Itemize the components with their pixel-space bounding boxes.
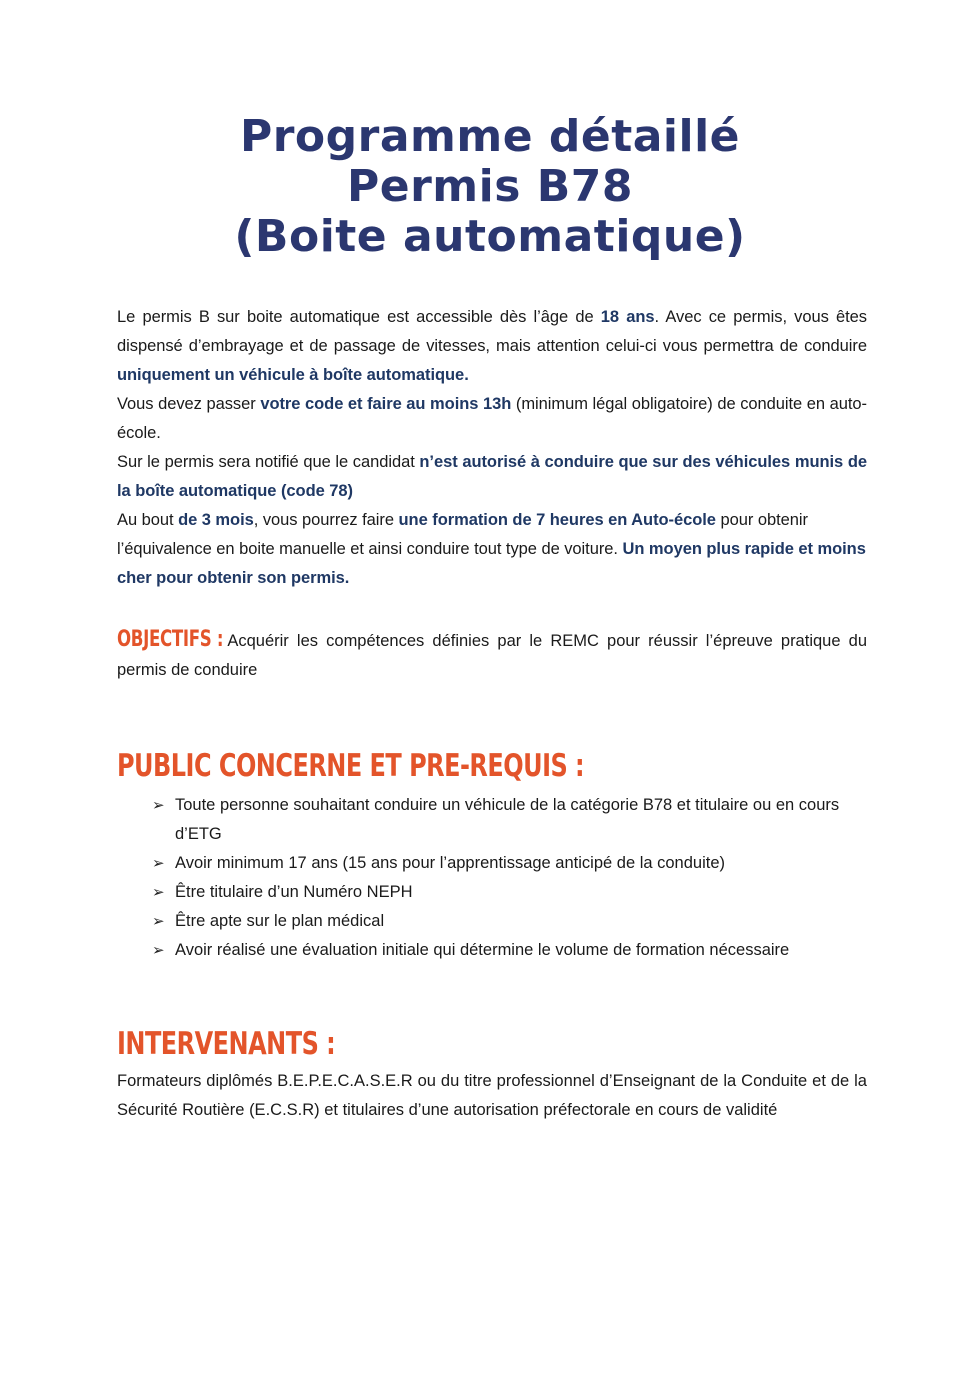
intro-p4-bold-2: une formation de 7 heures en Auto-école xyxy=(398,511,716,529)
intro-p1-bold-2: uniquement un véhicule à boîte automatique. xyxy=(117,366,469,384)
list-item-label: Avoir réalisé une évaluation initiale qui détermine le volume de formation nécessaire xyxy=(175,941,790,959)
public-concerne-heading: PUBLIC CONCERNE ET PRE-REQUIS : xyxy=(117,748,585,784)
bullet-arrow-icon: ➢ xyxy=(152,941,165,959)
list-item xyxy=(117,907,867,936)
intro-p2-text-2: (minimum légal obligatoire) de conduite en auto-école. xyxy=(117,395,867,442)
objectifs-section xyxy=(117,625,867,685)
list-item xyxy=(117,849,867,878)
intro-p1-text-2: . Avec ce permis, vous êtes dispensé d’embrayage et de passage de vitesses, mais attention celui-ci vous permettra de conduire xyxy=(117,308,867,355)
title-line-1: Programme détaillé xyxy=(239,111,741,162)
page-title xyxy=(0,112,980,262)
objectifs-heading: OBJECTIFS : xyxy=(117,627,224,652)
list-item xyxy=(117,791,867,849)
intro-p2-text-1: Vous devez passer xyxy=(117,395,261,413)
intro-p3-text-1: Sur le permis sera notifié que le candidat xyxy=(117,453,420,471)
list-item-label: Toute personne souhaitant conduire un véhicule de la catégorie B78 et titulaire ou en cours d’ETG xyxy=(175,796,840,843)
list-item-label: Être titulaire d’un Numéro NEPH xyxy=(175,883,413,901)
bullet-arrow-icon: ➢ xyxy=(152,912,165,930)
bullet-arrow-icon: ➢ xyxy=(152,854,165,872)
intro-p2-bold-1: votre code et faire au moins 13h xyxy=(260,395,512,413)
list-item-label: Avoir minimum 17 ans (15 ans pour l’apprentissage anticipé de la conduite) xyxy=(175,854,726,872)
intro-paragraph-3 xyxy=(117,448,867,506)
intro-p4-text-2: , vous pourrez faire xyxy=(253,511,399,529)
title-line-3: (Boite automatique) xyxy=(234,211,746,262)
intro-paragraph-2 xyxy=(117,390,867,448)
bullet-arrow-icon: ➢ xyxy=(152,883,165,901)
intro-paragraph-1 xyxy=(117,303,867,390)
document-body xyxy=(117,303,867,1142)
intro-p3-bold-1: n’est autorisé à conduire que sur des véhicules munis de la boîte automatique (code 78) xyxy=(117,453,867,500)
list-item-label: Être apte sur le plan médical xyxy=(175,912,385,930)
intro-p4-text-3: pour obtenir l’équivalence en boite manuelle et ainsi conduire tout type de voiture. xyxy=(117,511,808,558)
intro-p4-bold-1: de 3 mois xyxy=(178,511,254,529)
intro-p1-text-1: Le permis B sur boite automatique est accessible dès l’âge de xyxy=(117,308,601,326)
intro-p4-bold-3: Un moyen plus rapide et moins cher pour obtenir son permis. xyxy=(117,540,866,587)
intro-p4-text-1: Au bout xyxy=(117,511,179,529)
list-item xyxy=(117,878,867,907)
intro-p1-bold-1: 18 ans xyxy=(600,308,655,326)
public-concerne-list xyxy=(117,791,867,965)
intro-paragraph-4 xyxy=(117,506,867,593)
list-item xyxy=(117,936,867,965)
bullet-arrow-icon: ➢ xyxy=(152,796,165,814)
title-line-2: Permis B78 xyxy=(347,161,633,212)
objectifs-text: Acquérir les compétences définies par le REMC pour réussir l’épreuve pratique du permis de conduire xyxy=(117,632,867,679)
intervenants-heading: INTERVENANTS : xyxy=(117,1026,336,1062)
intervenants-text: Formateurs diplômés B.E.P.E.C.A.S.E.R ou du titre professionnel d’Enseignant de la Conduite et de la Sécurité Routière (E.C.S.R) et titulaires d’une autorisation préfectorale en cours de validité xyxy=(117,1072,867,1119)
